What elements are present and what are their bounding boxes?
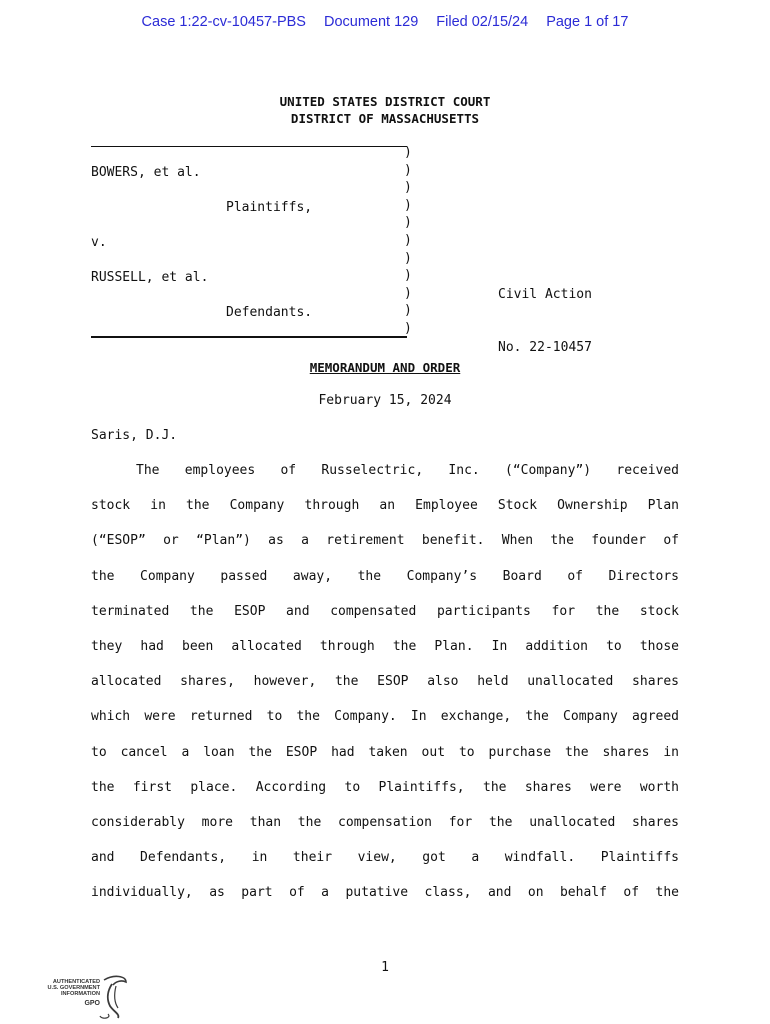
gpo-logo-line1: AUTHENTICATED [52, 979, 100, 985]
body-line: to cancel a loan the ESOP had taken out to purchase the shares in [91, 744, 679, 760]
gpo-authenticated-logo [44, 974, 132, 1020]
court-district: DISTRICT OF MASSACHUSETTS [290, 111, 480, 126]
plaintiffs-name: BOWERS, et al. [91, 165, 201, 180]
civil-action-label: Civil Action [498, 287, 592, 302]
gpo-logo-line4: GPO [84, 1000, 100, 1007]
ecf-filing-header [0, 14, 770, 30]
plaintiffs-role: Plaintiffs, [226, 200, 313, 215]
memorandum-body [91, 453, 679, 910]
order-date: February 15, 2024 [318, 393, 452, 408]
body-line: terminated the ESOP and compensated participants for the stock [91, 603, 679, 619]
body-line: they had been allocated through the Plan. In addition to those [91, 638, 679, 654]
defendants-role: Defendants. [226, 305, 313, 320]
gpo-logo-line2: U.S. GOVERNMENT [47, 985, 100, 991]
body-line: which were returned to the Company. In exchange, the Company agreed [91, 709, 679, 725]
page-number: 1 [381, 960, 389, 975]
court-name: UNITED STATES DISTRICT COURT [279, 94, 491, 109]
document-number: Document 129 [323, 14, 419, 30]
body-line: considerably more than the compensation for the unallocated shares [91, 814, 679, 830]
body-line: individually, as part of a putative class, and on behalf of the [91, 885, 679, 901]
civil-action-number: No. 22-10457 [498, 339, 592, 355]
gpo-logo-line3: INFORMATION [60, 991, 100, 997]
filed-date: Filed 02/15/24 [436, 14, 529, 30]
caption-bottom-rule [91, 336, 407, 338]
caption-paren-column: ) ) ) ) ) ) ) ) ) ) ) [404, 145, 412, 336]
memorandum-title-wrap [0, 357, 770, 376]
body-line: stock in the Company through an Employee Stock Ownership Plan [91, 498, 679, 514]
civil-action-block [498, 251, 592, 374]
body-line: the first place. According to Plaintiffs, the shares were worth [91, 779, 679, 795]
caption-top-rule [91, 146, 407, 147]
case-number: Case 1:22-cv-10457-PBS [141, 14, 306, 30]
body-line: The employees of Russelectric, Inc. (“Company”) received [136, 463, 679, 478]
judge-name: Saris, D.J. [91, 428, 178, 443]
page-of-total: Page 1 of 17 [546, 14, 629, 30]
defendants-name: RUSSELL, et al. [91, 270, 209, 285]
body-line: allocated shares, however, the ESOP also held unallocated shares [91, 674, 679, 690]
eagle-icon [100, 976, 126, 1018]
body-line: the Company passed away, the Company’s Board of Directors [91, 568, 679, 584]
court-heading [0, 93, 770, 127]
body-line: and Defendants, in their view, got a windfall. Plaintiffs [91, 850, 679, 866]
versus-label: v. [91, 235, 107, 250]
memorandum-title: MEMORANDUM AND ORDER [309, 360, 461, 375]
body-line: (“ESOP” or “Plan”) as a retirement benefit. When the founder of [91, 533, 679, 549]
